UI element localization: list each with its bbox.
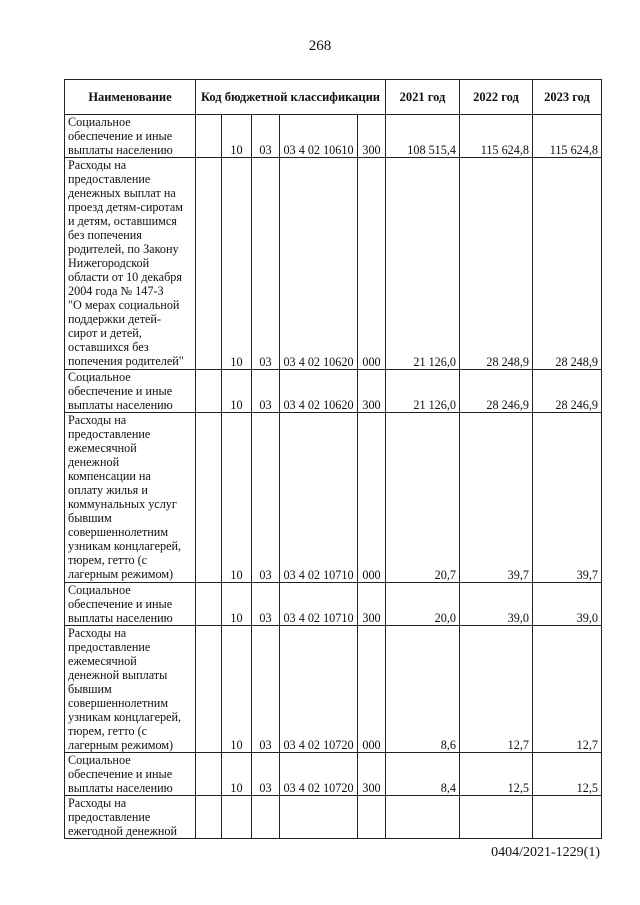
code-target-article: 03 4 02 10610 — [280, 115, 358, 158]
value-2023 — [533, 796, 602, 839]
code-target-article: 03 4 02 10710 — [280, 583, 358, 626]
code-expense-type: 000 — [358, 158, 386, 370]
code-col-1 — [196, 158, 222, 370]
value-2022: 12,7 — [460, 626, 533, 753]
code-target-article: 03 4 02 10710 — [280, 413, 358, 583]
code-subsection: 03 — [252, 413, 280, 583]
code-col-1 — [196, 753, 222, 796]
table-row — [65, 158, 602, 370]
value-2023: 28 246,9 — [533, 370, 602, 413]
table-row — [65, 796, 602, 839]
code-section: 10 — [222, 370, 252, 413]
value-2023: 12,5 — [533, 753, 602, 796]
code-col-1 — [196, 115, 222, 158]
code-expense-type: 300 — [358, 115, 386, 158]
code-section — [222, 796, 252, 839]
code-subsection: 03 — [252, 626, 280, 753]
row-name: Расходы на предоставление ежемесячной денежной компенсации на оплату жилья и коммунальных услуг бывшим совершеннолетним узникам концлагерей, тюрем, гетто (с лагерным режимом) — [65, 413, 196, 583]
code-subsection — [252, 796, 280, 839]
header-budget-code: Код бюджетной классификации — [196, 80, 386, 115]
value-2023: 39,7 — [533, 413, 602, 583]
table-row — [65, 583, 602, 626]
page-number: 268 — [308, 38, 332, 54]
code-expense-type: 000 — [358, 413, 386, 583]
code-col-1 — [196, 370, 222, 413]
code-section: 10 — [222, 626, 252, 753]
row-name: Социальное обеспечение и иные выплаты населению — [65, 370, 196, 413]
value-2021: 8,4 — [386, 753, 460, 796]
code-target-article: 03 4 02 10720 — [280, 626, 358, 753]
code-expense-type: 300 — [358, 370, 386, 413]
value-2021: 108 515,4 — [386, 115, 460, 158]
table-body — [65, 115, 602, 839]
table-row — [65, 626, 602, 753]
row-name: Расходы на предоставление ежегодной денежной — [65, 796, 196, 839]
code-col-1 — [196, 796, 222, 839]
value-2022 — [460, 796, 533, 839]
value-2022: 12,5 — [460, 753, 533, 796]
code-subsection: 03 — [252, 583, 280, 626]
budget-table — [64, 79, 602, 839]
value-2022: 39,7 — [460, 413, 533, 583]
value-2021: 8,6 — [386, 626, 460, 753]
code-subsection: 03 — [252, 370, 280, 413]
value-2022: 39,0 — [460, 583, 533, 626]
table-row — [65, 413, 602, 583]
row-name: Расходы на предоставление денежных выплат на проезд детям-сиротам и детям, оставшимся без попечения родителей, по Закону Нижегородской области от 10 декабря 2004 года № 147-З "О мерах социальной поддержки детей- сирот и детей, оставшихся без попечения родителей" — [65, 158, 196, 370]
code-expense-type: 300 — [358, 753, 386, 796]
code-section: 10 — [222, 158, 252, 370]
value-2021: 21 126,0 — [386, 370, 460, 413]
table-row — [65, 115, 602, 158]
code-target-article: 03 4 02 10620 — [280, 370, 358, 413]
header-2021: 2021 год — [386, 80, 460, 115]
value-2023: 12,7 — [533, 626, 602, 753]
value-2022: 28 246,9 — [460, 370, 533, 413]
row-name: Социальное обеспечение и иные выплаты населению — [65, 583, 196, 626]
row-name: Расходы на предоставление ежемесячной денежной выплаты бывшим совершеннолетним узникам концлагерей, тюрем, гетто (с лагерным режимом) — [65, 626, 196, 753]
value-2021: 20,7 — [386, 413, 460, 583]
code-expense-type: 300 — [358, 583, 386, 626]
code-subsection: 03 — [252, 115, 280, 158]
value-2021: 20,0 — [386, 583, 460, 626]
code-section: 10 — [222, 753, 252, 796]
value-2021: 21 126,0 — [386, 158, 460, 370]
value-2023: 28 248,9 — [533, 158, 602, 370]
table-row — [65, 370, 602, 413]
code-subsection: 03 — [252, 753, 280, 796]
row-name: Социальное обеспечение и иные выплаты населению — [65, 753, 196, 796]
row-name: Социальное обеспечение и иные выплаты населению — [65, 115, 196, 158]
code-target-article — [280, 796, 358, 839]
document-code: 0404/2021-1229(1) — [491, 845, 600, 860]
header-name: Наименование — [65, 80, 196, 115]
code-col-1 — [196, 583, 222, 626]
code-section: 10 — [222, 413, 252, 583]
code-subsection: 03 — [252, 158, 280, 370]
code-col-1 — [196, 626, 222, 753]
code-expense-type — [358, 796, 386, 839]
code-target-article: 03 4 02 10620 — [280, 158, 358, 370]
code-section: 10 — [222, 583, 252, 626]
code-expense-type: 000 — [358, 626, 386, 753]
value-2022: 28 248,9 — [460, 158, 533, 370]
table-header-row — [65, 80, 602, 115]
code-target-article: 03 4 02 10720 — [280, 753, 358, 796]
table-row — [65, 753, 602, 796]
value-2023: 115 624,8 — [533, 115, 602, 158]
value-2023: 39,0 — [533, 583, 602, 626]
code-section: 10 — [222, 115, 252, 158]
value-2022: 115 624,8 — [460, 115, 533, 158]
header-2022: 2022 год — [460, 80, 533, 115]
code-col-1 — [196, 413, 222, 583]
value-2021 — [386, 796, 460, 839]
header-2023: 2023 год — [533, 80, 602, 115]
